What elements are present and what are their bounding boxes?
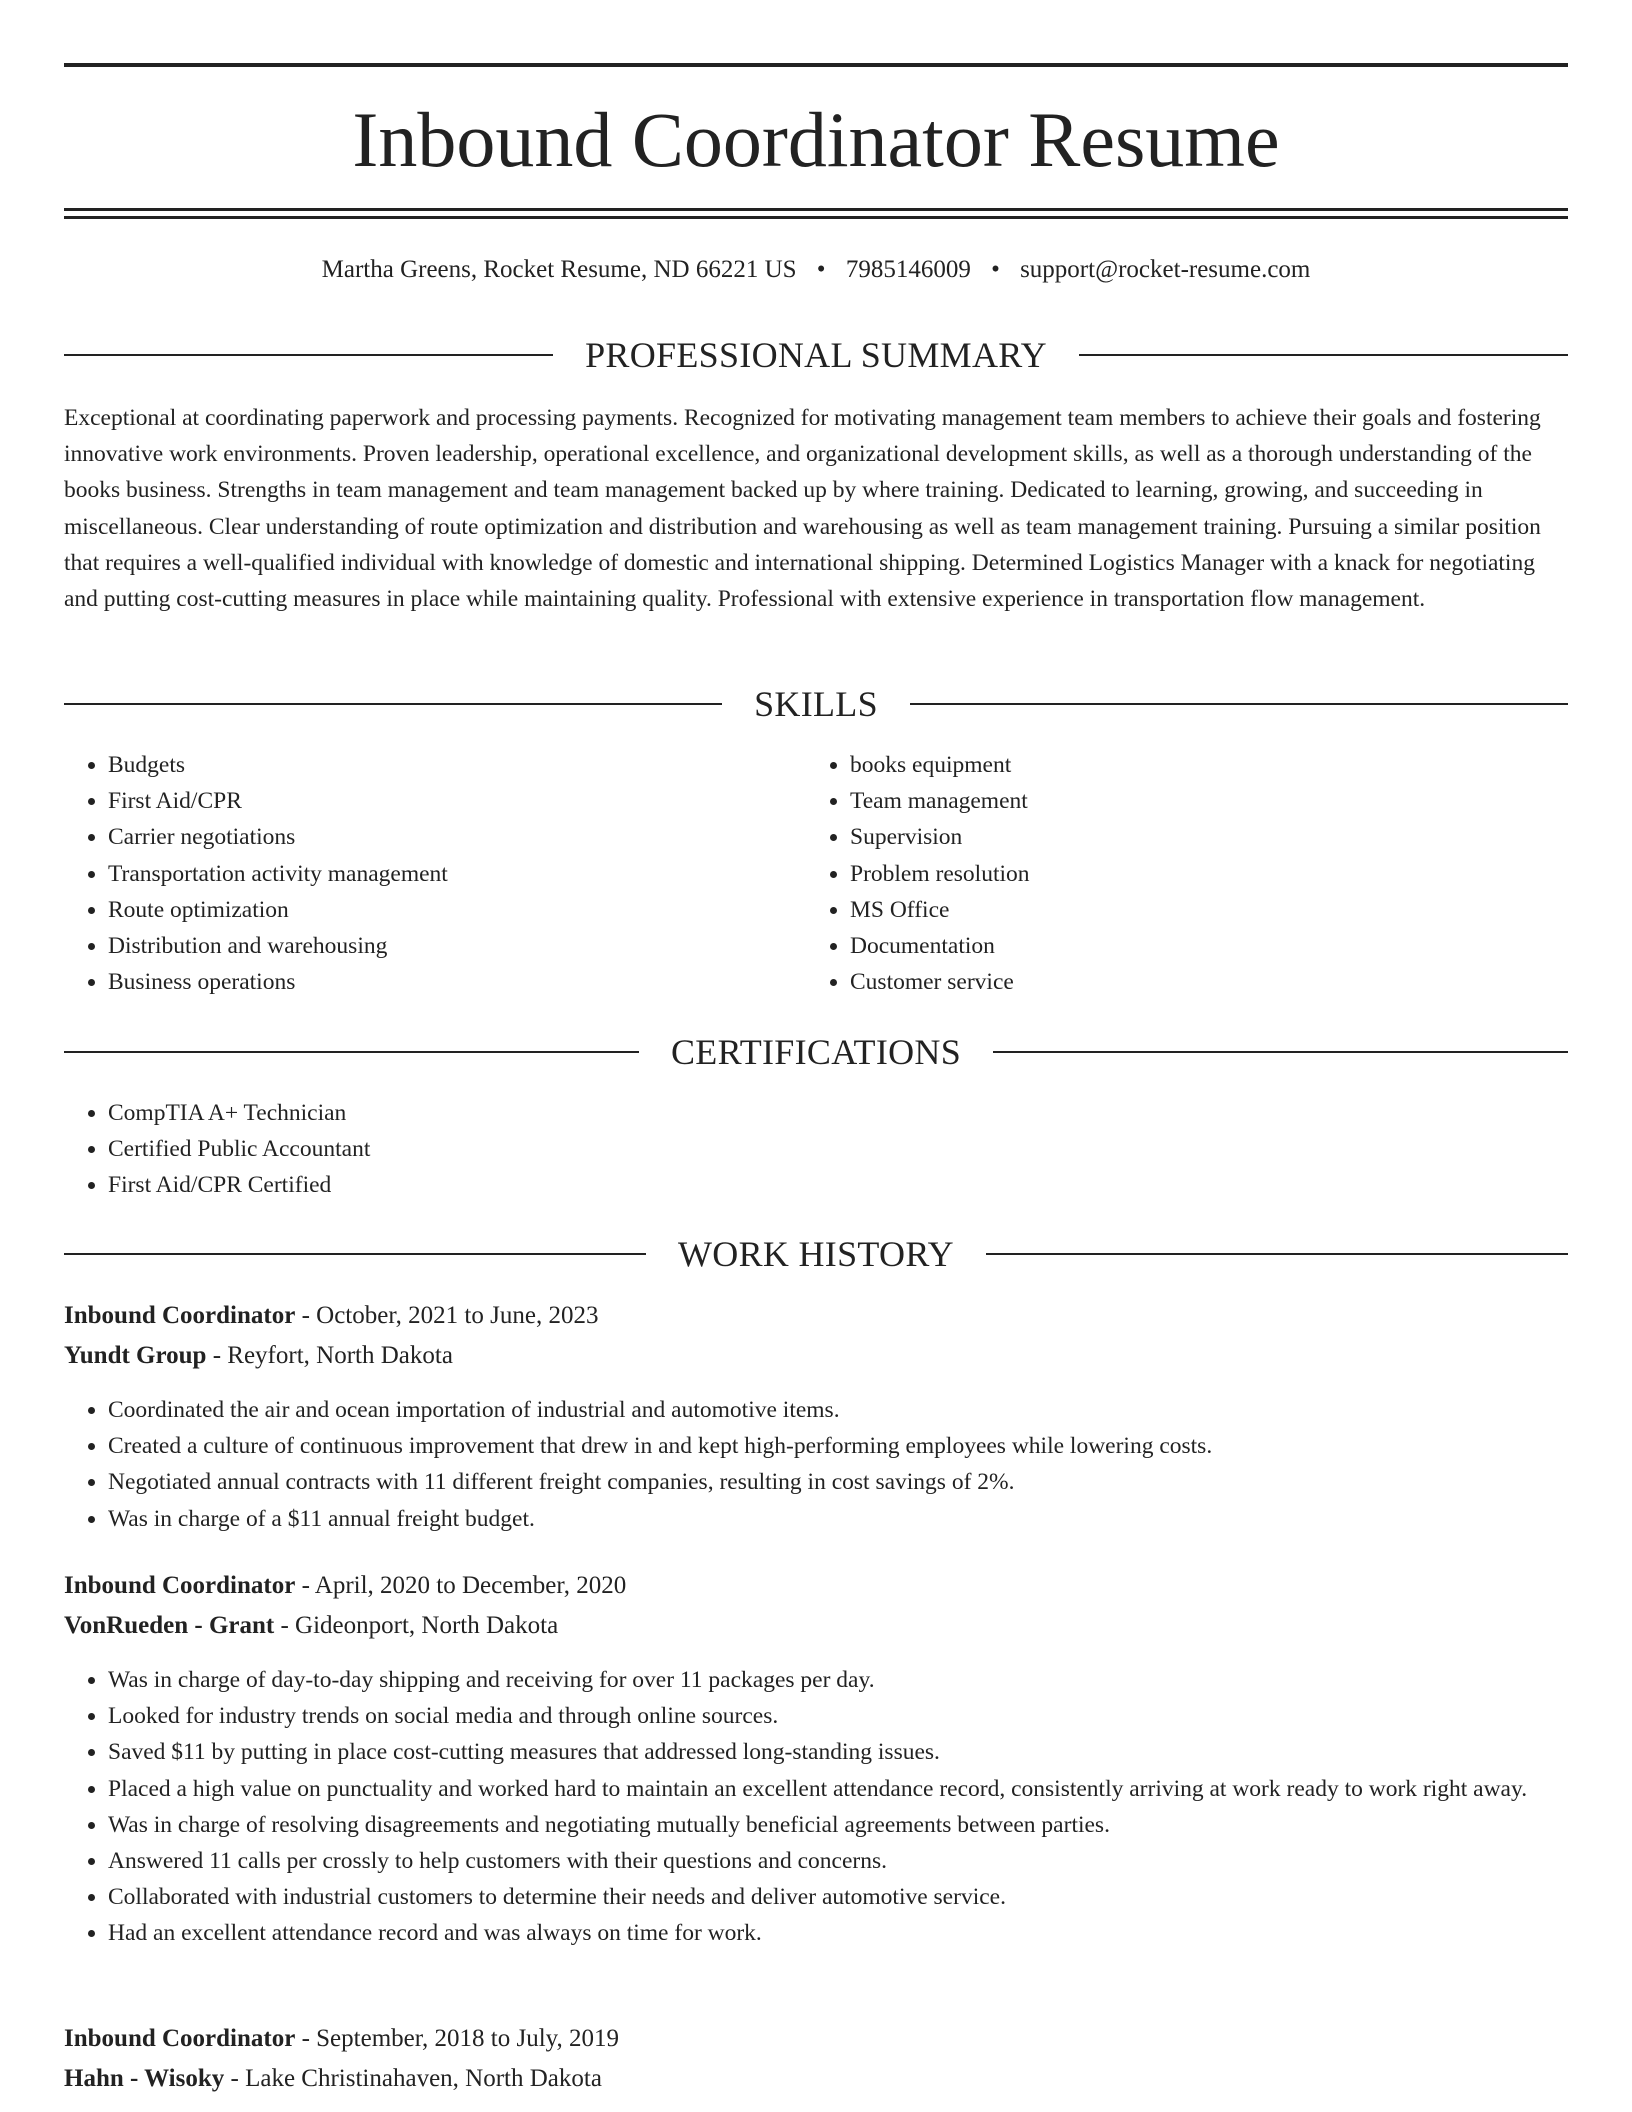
skills-list-left [64,747,808,1000]
job-bullets [64,1392,1612,1537]
title-double-rule [64,208,1568,219]
skills-list-right [806,747,1550,1000]
list-item: • Created a culture of continuous improvement that drew in and kept high-performing employees while lowering costs. [108,1428,1612,1464]
section-title: CERTIFICATIONS [670,1032,962,1072]
list-item: • Saved $11 by putting in place cost-cutting measures that addressed long-standing issues. [108,1734,1612,1770]
list-item: • Distribution and warehousing [108,928,808,964]
list-item: • Placed a high value on punctuality and worked hard to maintain an excellent attendance record, consistently arriving at work ready to work right away. [108,1771,1612,1807]
heading-rule [64,354,553,356]
list-item: • Supervision [850,819,1550,855]
job-company: Hahn - Wisoky [64,2065,225,2092]
list-item: • Was in charge of resolving disagreements and negotiating mutually beneficial agreements between parties. [108,1807,1612,1843]
job-dates: - October, 2021 to June, 2023 [295,1302,599,1329]
contact-separator: • [816,256,826,283]
contact-email[interactable]: support@rocket-resume.com [1020,256,1311,283]
top-rule [64,63,1568,67]
list-item: • Collaborated with industrial customers to determine their needs and deliver automotive service. [108,1879,1612,1915]
section-heading-skills [64,682,1568,726]
job-title-line [64,1569,626,1603]
job-company: Yundt Group [64,1342,207,1369]
heading-rule [910,703,1568,705]
section-title: SKILLS [754,684,878,724]
job-title: Inbound Coordinator [64,2025,296,2052]
section-title: PROFESSIONAL SUMMARY [585,335,1047,375]
list-item: • Problem resolution [850,856,1550,892]
list-item: • Coordinated the air and ocean importation of industrial and automotive items. [108,1392,1612,1428]
job-company-line [64,1609,558,1643]
heading-rule [1079,354,1568,356]
summary-text: Exceptional at coordinating paperwork and processing payments. Recognized for motivating management team members to achieve their goals and fostering innovative work environments. Proven leadership, operational excellence, and organizational development skills, as well as a thorough understanding of the books business. Strengths in team management and team management backed up by where training. Dedicated to learning, growing, and succeeding in miscellaneous. Clear understanding of route optimization and distribution and warehousing as well as team management training. Pursuing a similar position that requires a well-qualified individual with knowledge of domestic and international shipping. Determined Logistics Manager with a knack for negotiating and putting cost-cutting measures in place while maintaining quality. Professional with extensive experience in transportation flow management. [64,405,1541,613]
list-item: • Carrier negotiations [108,819,808,855]
job-location: - Lake Christinahaven, North Dakota [224,2065,602,2092]
list-item: • Certified Public Accountant [108,1131,1508,1167]
list-item: • Had an excellent attendance record and was always on time for work. [108,1915,1612,1951]
list-item: • Business operations [108,964,808,1000]
job-location: - Gideonport, North Dakota [274,1612,559,1639]
section-title: WORK HISTORY [678,1234,954,1274]
list-item: • Answered 11 calls per crossly to help customers with their questions and concerns. [108,1843,1612,1879]
list-item: • Documentation [850,928,1550,964]
job-company-line [64,1339,453,1373]
heading-rule [64,1051,639,1053]
job-company-line [64,2062,602,2096]
heading-rule [64,703,722,705]
list-item: • First Aid/CPR [108,783,808,819]
job-dates: - September, 2018 to July, 2019 [295,2025,620,2052]
job-bullets [64,1662,1612,1952]
certifications-list [64,1095,1508,1204]
list-item: • Budgets [108,747,808,783]
list-item: • CompTIA A+ Technician [108,1095,1508,1131]
job-location: - Reyfort, North Dakota [206,1342,453,1369]
section-heading-certifications [64,1030,1568,1074]
list-item: • Was in charge of a $11 annual freight budget. [108,1501,1612,1537]
heading-rule [64,1253,646,1255]
list-item: • Route optimization [108,892,808,928]
heading-rule [993,1051,1568,1053]
heading-rule [986,1253,1568,1255]
contact-phone[interactable]: 7985146009 [845,256,971,283]
list-item: • First Aid/CPR Certified [108,1167,1508,1203]
job-title: Inbound Coordinator [64,1572,296,1599]
job-title-line [64,2022,619,2056]
list-item: • MS Office [850,892,1550,928]
list-item: • Team management [850,783,1550,819]
list-item: • Customer service [850,964,1550,1000]
list-item: • books equipment [850,747,1550,783]
list-item: • Transportation activity management [108,856,808,892]
resume-title: Inbound Coordinator Resume [352,96,1280,183]
contact-line [64,254,1568,286]
contact-separator: • [991,256,1000,283]
list-item: • Looked for industry trends on social media and through online sources. [108,1698,1612,1734]
job-title-line [64,1299,598,1333]
job-dates: - April, 2020 to December, 2020 [295,1572,627,1599]
list-item: • Was in charge of day-to-day shipping and receiving for over 11 packages per day. [108,1662,1612,1698]
job-title: Inbound Coordinator [64,1302,296,1329]
contact-address: Martha Greens, Rocket Resume, ND 66221 US [321,256,797,283]
section-heading-summary [64,333,1568,377]
section-heading-work-history [64,1232,1568,1276]
job-company: VonRueden - Grant [64,1612,275,1639]
list-item: • Negotiated annual contracts with 11 different freight companies, resulting in cost savings of 2%. [108,1464,1612,1500]
